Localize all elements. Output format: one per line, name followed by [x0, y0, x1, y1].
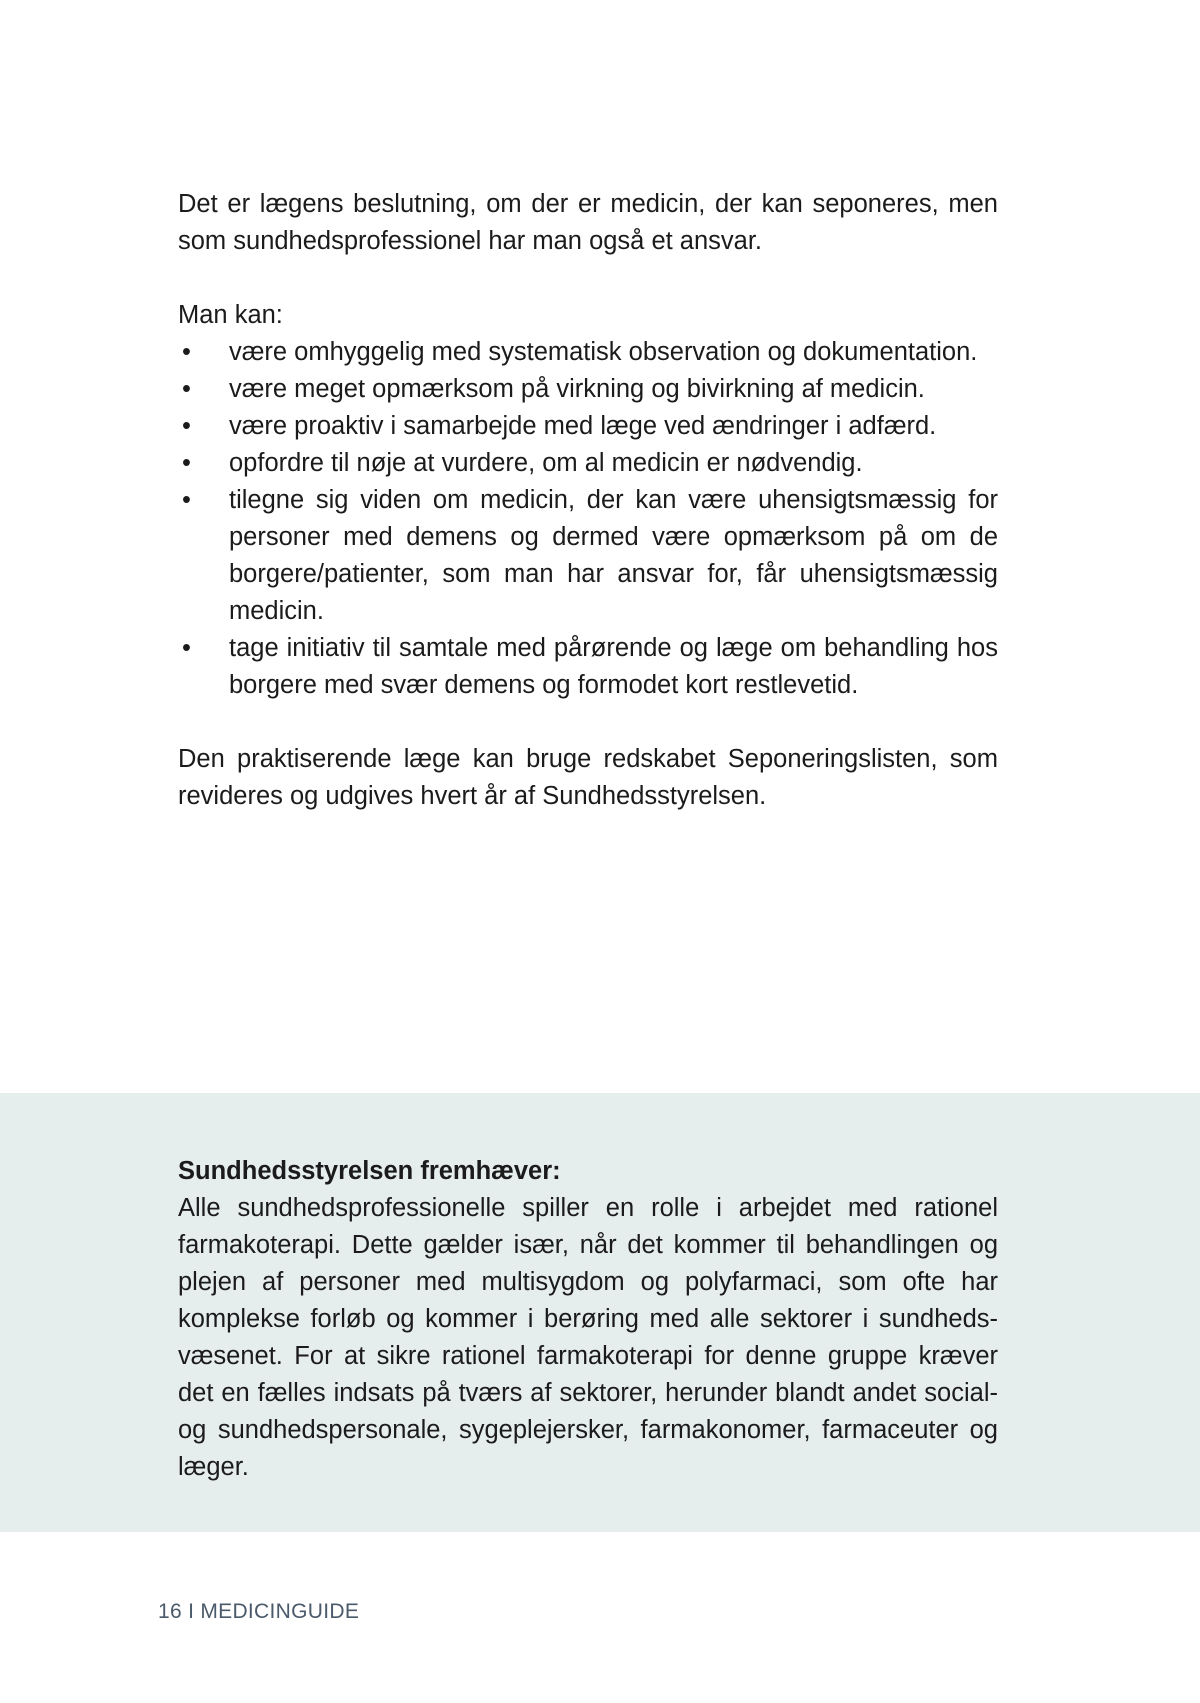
highlight-body: Alle sundhedsprofessionelle spiller en rolle i arbejdet med rationel farmakoterapi. Dette gælder især, når det kommer til behandlingen og plejen af personer med multisygdom og polyfarmaci, som ofte har komplekse forløb og kommer i berøring med alle sektorer i sundhedsvæsenet. For at sikre rationel farmakoterapi for denne gruppe kræver det en fælles indsats på tværs af sektorer, herunder blandt andet social- og sundhedspersonale, sygeplejersker, farmakonomer, farmaceuter og læger.: [178, 1194, 998, 1481]
list-item: [178, 408, 998, 445]
list-item-text: være omhyggelig med systematisk observation og dokumentation.: [229, 338, 978, 366]
bullet-icon: •: [182, 634, 191, 662]
highlight-content: [178, 1153, 998, 1486]
list-item-text: være proaktiv i samarbejde med læge ved ændringer i adfærd.: [229, 412, 937, 440]
list-item-text: være meget opmærksom på virkning og bivirkning af medicin.: [229, 375, 925, 403]
bullet-icon: •: [182, 338, 191, 366]
list-item-text: opfordre til nøje at vurdere, om al medicin er nødvendig.: [229, 449, 863, 477]
bullet-icon: •: [182, 412, 191, 440]
list-item: [178, 334, 998, 371]
bullet-icon: •: [182, 486, 191, 514]
bullet-icon: •: [182, 449, 191, 477]
bullet-icon: •: [182, 375, 191, 403]
spacer: [178, 260, 998, 297]
main-content: [178, 186, 998, 815]
highlight-box: [0, 1093, 1200, 1532]
spacer: [178, 704, 998, 741]
bullet-list: [178, 334, 998, 704]
closing-paragraph: Den praktiserende læge kan bruge redskabet Seponeringslisten, som revideres og udgives hvert år af Sundhedsstyrelsen.: [178, 745, 998, 810]
list-item: [178, 630, 998, 704]
list-item-text: tilegne sig viden om medicin, der kan være uhensigtsmæssig for personer med demens og dermed være opmærksom på om de borgere/patienter, som man har ansvar for, får uhensigtsmæssig medicin.: [229, 486, 998, 625]
list-item: [178, 445, 998, 482]
list-item: [178, 482, 998, 630]
page-footer: 16 I MEDICINGUIDE: [158, 1600, 360, 1623]
list-item: [178, 371, 998, 408]
intro-paragraph: Det er lægens beslutning, om der er medicin, der kan seponeres, men som sundhedsprofessionel har man også et ansvar.: [178, 190, 998, 255]
highlight-heading: Sundhedsstyrelsen fremhæver:: [178, 1157, 561, 1185]
list-intro: Man kan:: [178, 301, 283, 329]
list-item-text: tage initiativ til samtale med pårørende og læge om behandling hos borgere med svær demens og formodet kort restlevetid.: [229, 634, 998, 699]
